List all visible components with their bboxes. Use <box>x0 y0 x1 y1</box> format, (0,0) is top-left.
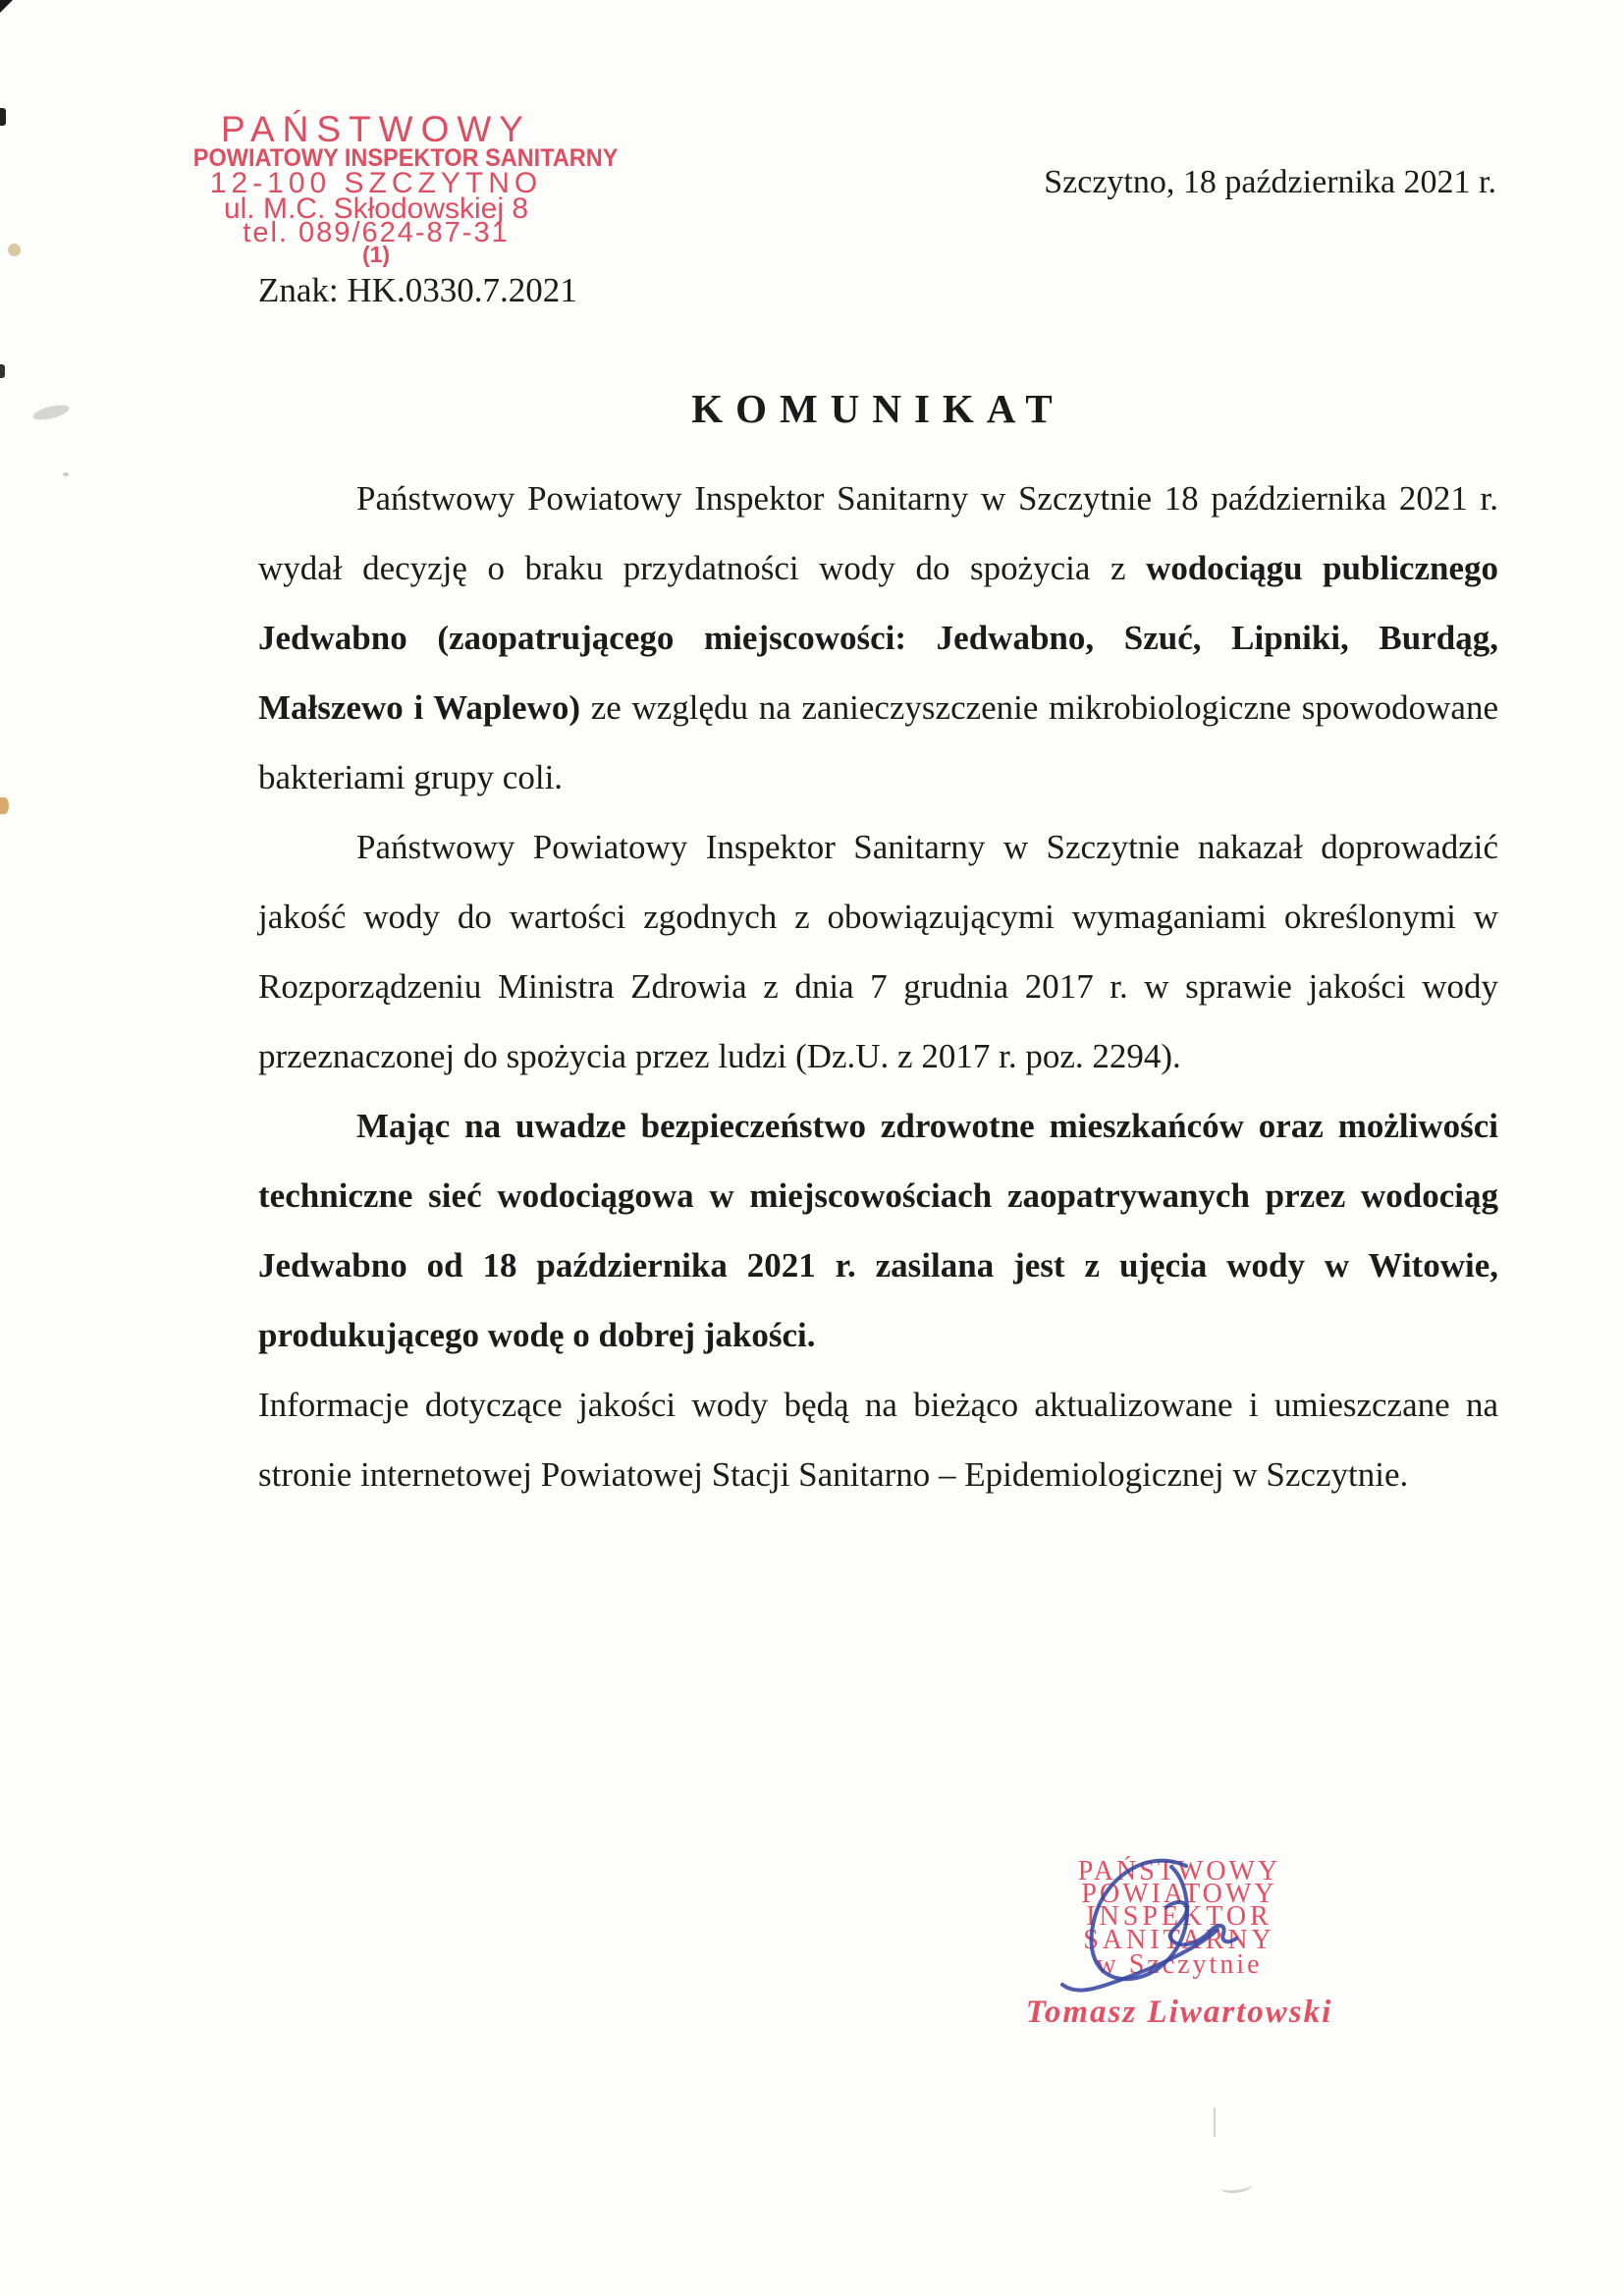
paragraph <box>258 1091 1498 1370</box>
scan-artifact-mark <box>1214 2107 1216 2137</box>
paragraph-segment: ze względu na zanieczyszczenie mikrobiologiczne spowodowane bakteriami grupy coli. <box>258 688 1498 796</box>
scan-artifact-mark <box>1219 2178 1252 2194</box>
office-stamp <box>180 109 619 267</box>
scan-artifact-edge-mark <box>0 364 5 378</box>
paragraph-segment: Państwowy Powiatowy Inspektor Sanitarny w Szczytnie nakazał doprowadzić jakość wody do wartości zgodnych z obowiązującymi wymaganiami określonymi w Rozporządzeniu Ministra Zdrowia z dnia 7 grudnia 2017 r. w sprawie jakości wody przeznaczonej do spożycia przez ludzi (Dz.U. z 2017 r. poz. 2294). <box>258 828 1498 1075</box>
stamp-line-4: ul. M.C. Skłodowskiej 8 <box>223 192 529 225</box>
signer-name: Tomasz Liwartowski <box>1025 1995 1333 2030</box>
paragraph-segment: wodociągu publicznego Jedwabno (zaopatrującego miejscowości: Jedwabno, Szuć, Lipniki, Burdąg, Małszewo i Waplewo) <box>258 549 1498 727</box>
signature-stamp <box>1000 1856 1359 2030</box>
stamp-line-2: POWIATOWY INSPEKTOR SANITARNY <box>192 144 619 172</box>
scan-artifact-dot <box>8 244 21 256</box>
scan-artifact-corner <box>0 0 13 13</box>
paragraph <box>258 812 1498 1091</box>
stamp-line-6: (1) <box>361 242 391 267</box>
paragraph-segment: Mając na uwadze bezpieczeństwo zdrowotne mieszkańców oraz możliwości techniczne sieć wodociągowa w miejscowościach zaopatrywanych przez wodociąg Jedwabno od 18 października 2021 r. zasilana jest z ujęcia wody w Witowie, produkującego wodę o dobrej jakości. <box>258 1107 1498 1354</box>
paragraph <box>258 1370 1498 1509</box>
scan-artifact-edge-mark <box>0 108 6 126</box>
paragraph-segment: Państwowy Powiatowy Inspektor Sanitarny w Szczytnie 18 października 2021 r. wydał decyzję o braku przydatności wody do spożycia z <box>258 479 1498 587</box>
dateline: Szczytno, 18 października 2021 r. <box>1044 164 1496 200</box>
document-body <box>258 464 1498 1509</box>
signature-stamp-line-2: INSPEKTOR SANITARNY <box>1083 1901 1275 1955</box>
paragraph <box>258 464 1498 812</box>
stamp-line-3: 12-100 SZCZYTNO <box>209 167 543 199</box>
signature-stamp-line-1: PAŃSTWOWY POWIATOWY <box>1077 1856 1281 1909</box>
document-title: KOMUNIKAT <box>691 386 1065 431</box>
stamp-line-1: PAŃSTWOWY <box>221 109 531 149</box>
reference-number: Znak: HK.0330.7.2021 <box>258 271 577 309</box>
stamp-line-5: tel. 089/624-87-31 <box>243 217 510 248</box>
signature-stamp-line-3: w Szczytnie <box>1096 1949 1263 1980</box>
scan-artifact-smudge <box>31 403 71 423</box>
paragraph-segment: Informacje dotyczące jakości wody będą na bieżąco aktualizowane i umieszczane na stronie internetowej Powiatowej Stacji Sanitarno – Epidemiologicznej w Szczytnie. <box>258 1386 1498 1494</box>
scan-artifact-dot <box>0 797 9 814</box>
scan-artifact-speck <box>63 472 69 476</box>
